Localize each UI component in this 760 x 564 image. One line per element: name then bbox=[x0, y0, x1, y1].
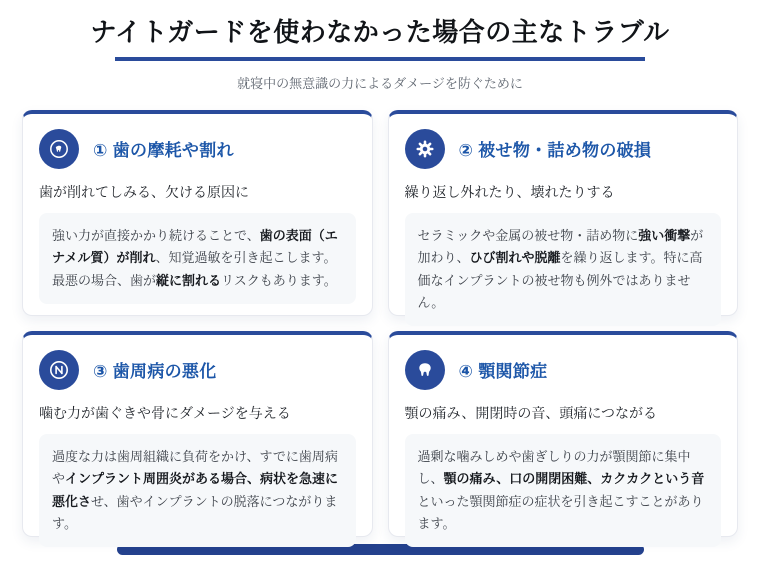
prohibition-circle-icon bbox=[39, 350, 79, 390]
title-underline bbox=[115, 57, 645, 61]
card-body-text: セラミックや金属の被せ物・詰め物に強い衝撃が加わり、ひび割れや脱離を繰り返します。特に高価なインプラントの被せ物も例外ではありません。 bbox=[405, 213, 722, 326]
molar-tooth-icon bbox=[405, 350, 445, 390]
card-heading: ④ 顎関節症 bbox=[458, 362, 548, 382]
tooth-in-circle-icon bbox=[39, 129, 79, 169]
card-heading: ② 被せ物・詰め物の破損 bbox=[458, 141, 652, 161]
card-tooth-wear bbox=[22, 110, 373, 316]
card-header bbox=[405, 129, 722, 169]
card-body-text: 強い力が直接かかり続けることで、歯の表面（エナメル質）が削れ、知覚過敏を引き起こします。最悪の場合、歯が縦に割れるリスクもあります。 bbox=[39, 213, 356, 304]
card-subheading: 顎の痛み、開閉時の音、頭痛につながる bbox=[404, 404, 658, 421]
card-body-text: 過度な力は歯周組織に負荷をかけ、すでに歯周病やインプラント周囲炎がある場合、病状を急速に悪化させ、歯やインプラントの脱落につながります。 bbox=[39, 434, 356, 547]
card-header bbox=[39, 129, 356, 169]
card-body-text: 過剰な噛みしめや歯ぎしりの力が顎関節に集中し、顎の痛み、口の開閉困難、カクカクという音といった顎関節症の症状を引き起こすことがあります。 bbox=[405, 434, 722, 547]
card-subheading: 噛む力が歯ぐきや骨にダメージを与える bbox=[39, 404, 291, 421]
card-heading: ③ 歯周病の悪化 bbox=[93, 362, 217, 382]
card-heading: ① 歯の摩耗や割れ bbox=[93, 141, 234, 161]
card-subheading: 繰り返し外れたり、壊れたりする bbox=[404, 183, 615, 200]
page-header bbox=[0, 16, 760, 92]
card-subheading: 歯が削れてしみる、欠ける原因に bbox=[39, 183, 249, 200]
card-header bbox=[39, 350, 356, 390]
card-periodontal-disease bbox=[22, 331, 373, 537]
card-grid bbox=[22, 110, 738, 537]
card-header bbox=[405, 350, 722, 390]
gear-icon bbox=[405, 129, 445, 169]
card-restoration-damage bbox=[388, 110, 739, 316]
page-title: ナイトガードを使わなかった場合の主なトラブル bbox=[90, 17, 670, 47]
page-subtitle: 就寝中の無意識の力によるダメージを防ぐために bbox=[237, 75, 523, 91]
card-tmj-disorder bbox=[388, 331, 739, 537]
